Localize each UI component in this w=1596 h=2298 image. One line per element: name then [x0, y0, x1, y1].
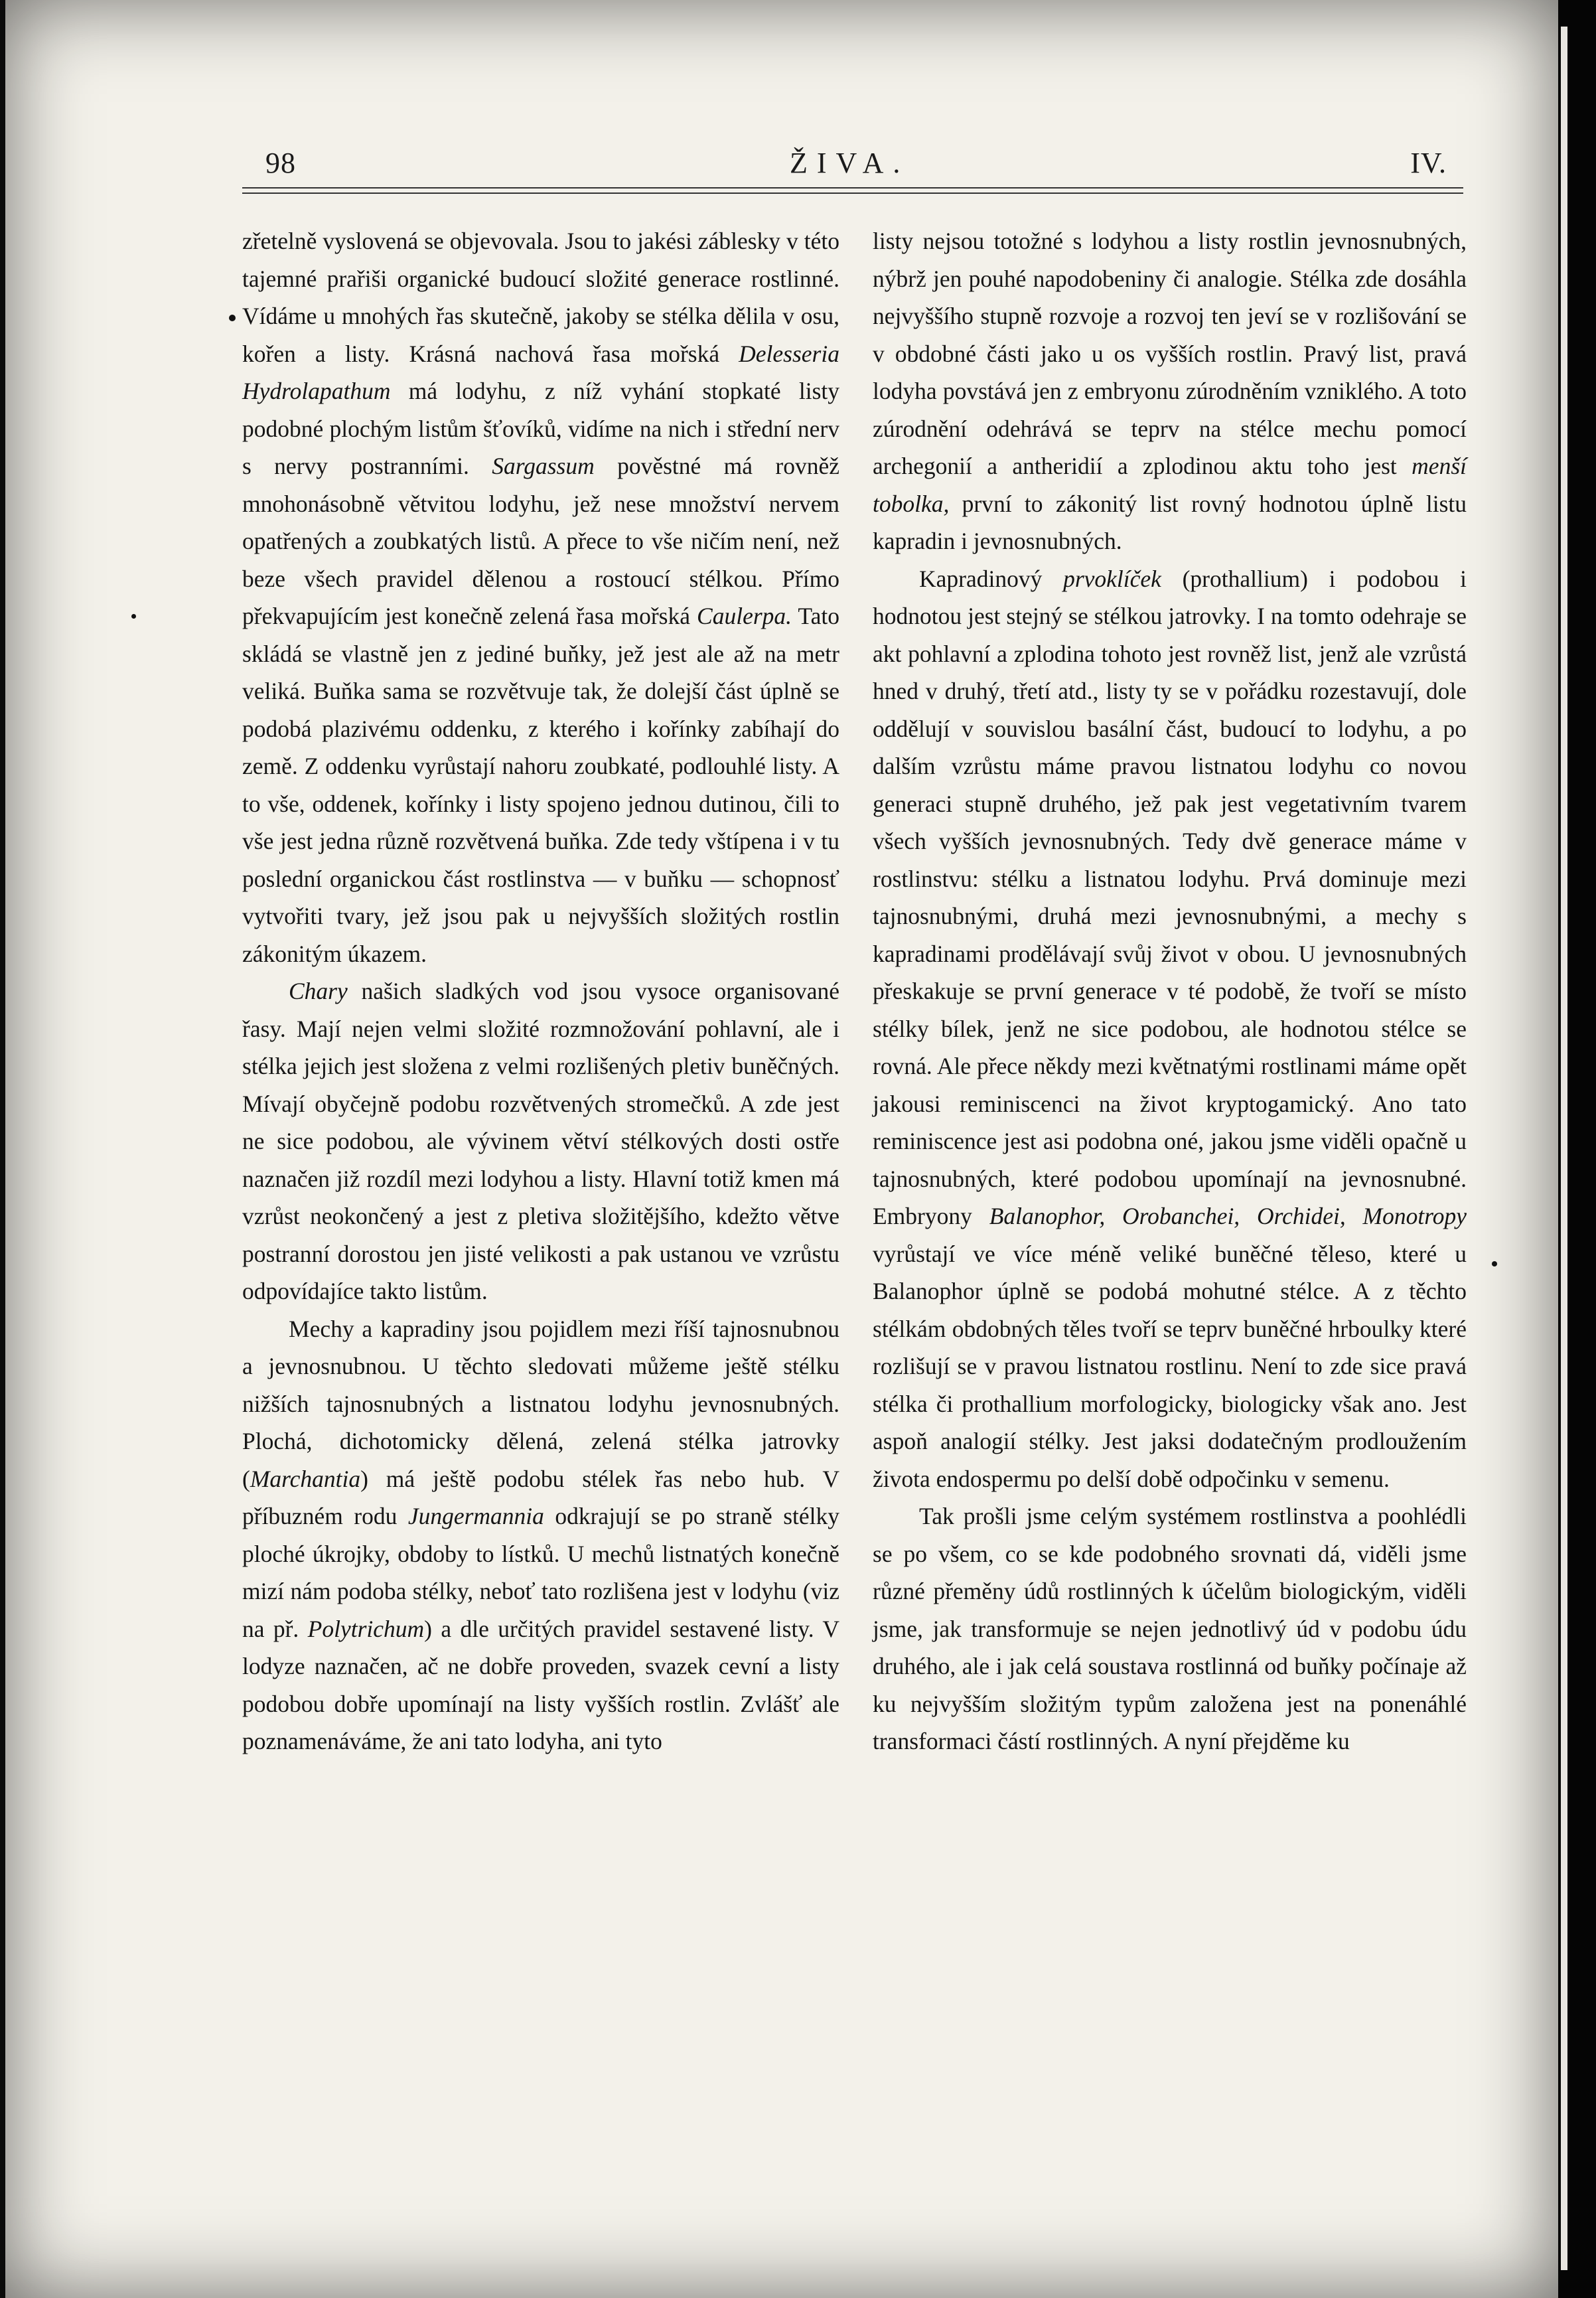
paragraph: Mechy a kapradiny jsou pojidlem mezi říší tajnosnubnou a jevnosnubnou. U těchto sledovati můžeme ještě stélku nižších tajnosnubných a listnatou lodyhu jevnosnubných. Plochá, dichotomicky dělená, zelená stélka jatrovky (Marchantia) má ještě podobu stélek řas nebo hub. V příbuzném rodu Jungermannia odkrajují se po straně stélky ploché úkrojky, obdoby to lístků. U mechů listnatých konečně mizí nám podoba stélky, neboť tato rozlišena jest v lodyhu (viz na př. Polytrichum) a dle určitých pravidel sestavené listy. V lodyze naznačen, ač ne dobře proveden, svazek cevní a listy podobou dobře upomínají na listy vyšších rostlin. Zvlášť ale poznamenáváme, že ani tato lodyha, ani tyto [242, 1315, 839, 1754]
running-header [259, 146, 1453, 186]
header-rule [242, 187, 1463, 194]
paragraph: listy nejsou totožné s lodyhou a listy rostlin jevnosnubných, nýbrž jen pouhé napodobeniny či analogie. Stélka zde dosáhla nejvyššího stupně rozvoje a rozvoj ten jeví se v rozlišování se v obdobné části jako u os vyšších rostlin. Pravý list, pravá lodyha povstává jen z embryonu zúrodněním vzniklého. A toto zúrodnění odehrává se teprv na stélce mechu pomocí archegonií a antheridií a zplodinou aktu toho jest menší tobolka, první to zákonitý list rovný hodnotou úplně listu kapradin i jevnosnubných. [873, 228, 1467, 554]
paragraph: zřetelně vyslovená se objevovala. Jsou to jakési záblesky v této tajemné prařiši organické budoucí složité generace rostlinné. Vídáme u mnohých řas skutečně, jakoby se stélka dělila v osu, kořen a listy. Krásná nachová řasa mořská Delesseria Hydrolapathum má lodyhu, z níž vyhání stopkaté listy podobné plochým listům šťovíků, vidíme na nich i střední nerv s nervy postranními. Sargassum pověstné má rovněž mnohonásobně větvitou lodyhu, jež nese množství nervem opatřených a zoubkatých listů. A přece to vše ničím není, než beze všech pravidel dělenou a rostoucí stélkou. Přímo překvapujícím jest konečně zelená řasa mořská Caulerpa. Tato skládá se vlastně jen z jediné buňky, jež jest ale až na metr veliká. Buňka sama se rozvětvuje tak, že dolejší část úplně se podobá plazivému oddenku, z kterého i kořínky zabíhají do země. Z oddenku vyrůstají nahoru zoubkaté, podlouhlé listy. A to vše, oddenek, kořínky i listy spojeno jednou dutinou, čili to vše jest jedna různě rozvětvená buňka. Zde tedy vštípena i v tu poslední organickou část rostlinstva — v buňku — schopnosť vytvořiti tvary, jež jsou pak u nejvyšších složitých rostlin zákonitým úkazem. [242, 228, 839, 967]
volume-number: IV. [1410, 147, 1447, 179]
ink-speck [131, 614, 136, 619]
ink-speck [229, 315, 236, 321]
paragraph: Chary našich sladkých vod jsou vysoce organisované řasy. Mají nejen velmi složité rozmnožování pohlavní, ale i stélka jejich jest složena z velmi rozlišených pletiv buněčných. Mívají obyčejně podobu rozvětvených stromečků. A zde jest ne sice podobou, ale vývinem větví stélkových dosti ostře naznačen již rozdíl mezi lodyhou a listy. Hlavní totiž kmen má vzrůst neokončený a jest z pletiva složitějšího, kdežto větve postranní dorostou jen jisté velikosti a pak ustanou ve vzrůstu odpovídajíce takto listům. [242, 978, 839, 1304]
paragraph: Tak prošli jsme celým systémem rostlinstva a poohlédli se po všem, co se kde podobného srovnati dá, viděli jsme různé přeměny údů rostlinných k účelům biologickým, viděli jsme, jak transformuje se nejen jednotlivý úd v podobu údu druhého, ale i jak celá soustava rostlinná od buňky počínaje až ku nejvyšším složitým typům založena jest na ponenáhlé transformaci částí rostlinných. A nyní přejděme ku [873, 1503, 1467, 1754]
page-number: 98 [265, 147, 296, 179]
ink-speck [1492, 1261, 1497, 1266]
page-edge [1561, 27, 1567, 2270]
left-column [242, 222, 839, 2214]
right-column [873, 222, 1467, 2214]
paragraph: Kapradinový prvoklíček (prothallium) i podobou i hodnotou jest stejný se stélkou jatrovky. I na tomto odehraje se akt pohlavní a zplodina tohoto jest rovněž list, jenž ale vzrůstá hned v druhý, třetí atd., listy ty se v pořádku rozestavují, dole oddělují v souvislou basální část, budoucí to lodyhu, a po dalším vzrůstu máme pravou listnatou lodyhu co novou generaci stupně druhého, jež pak jest vegetativním tvarem všech vyšších jevnosnubných. Tedy dvě generace máme v rostlinstvu: stélku a listnatou lodyhu. Prvá dominuje mezi tajnosnubnými, druhá mezi jevnosnubnými, a mechy s kapradinami prodělávají svůj život v obou. U jevnosnubných přeskakuje se první generace v té podobě, že tvoří se místo stélky bílek, jenž ne sice podobou, ale hodnotou stélce se rovná. Ale přece někdy mezi květnatými rostlinami máme opět jakousi reminiscenci na život kryptogamický. Ano tato reminiscence jest asi podobna oné, jakou jsme viděli opačně u tajnosnubných, které podobou upomínají na jevnosnubné. Embryony Balanophor, Orobanchei, Orchidei, Monotropy vyrůstají ve více méně veliké buněčné těleso, které u Balanophor úplně se podobá mohutné stélce. A z těchto stélkám obdobných těles tvoří se teprv buněčné hrboulky které rozlišují se v pravou listnatou rostlinu. Není to zde sice pravá stélka či prothallium morfologicky, biologicky však ano. Jest aspoň analogií stélky. Jest jaksi dodatečným prodloužením života endospermu po delší době odpočinku v semenu. [873, 565, 1467, 1492]
journal-title: ŽIVA. [790, 147, 910, 179]
